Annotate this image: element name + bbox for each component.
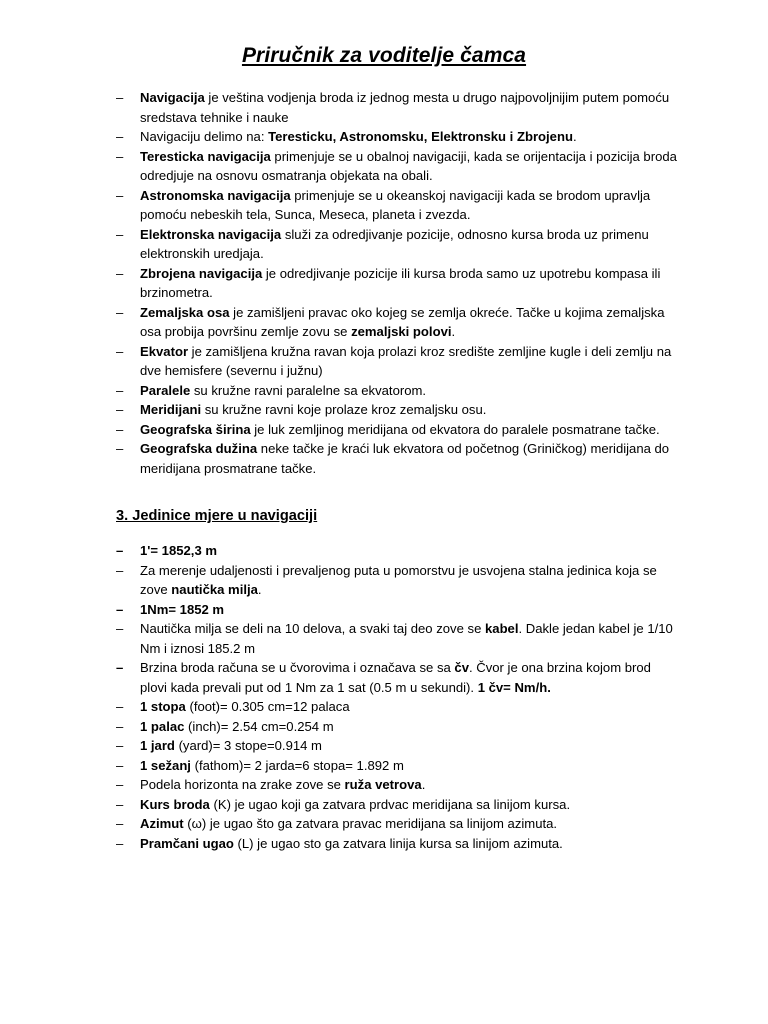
dash-bullet: – [116,382,124,398]
list-item [116,381,680,401]
dash-bullet: – [116,718,124,734]
bold-term: Teresticku, Astronomsku, Elektronsku i Zbrojenu [268,129,573,144]
list-item [116,400,680,420]
list-item [116,756,680,776]
dash-bullet: – [116,796,124,812]
dash-bullet: – [116,601,124,617]
list-item [116,814,680,834]
bold-term: 1 sežanj [140,757,191,773]
list-item [116,420,680,440]
bold-term: 1Nm= 1852 m [140,601,225,617]
bold-term: Elektronska navigacija [140,226,282,242]
list-item [116,439,680,478]
item-text: Nautička milja se deli na 10 delova, a svaki taj deo zove se [140,621,485,636]
bold-term: Teresticka navigacija [140,148,271,164]
item-text: primenjuje se u okeanskoj navigaciji kada se brodom upravlja pomoću nebeskih tela, Sunca, Meseca, planeta i zvezda. [140,187,651,222]
bold-term: zemaljski polovi [351,324,452,339]
list-item [116,225,680,264]
list-item [116,775,680,795]
dash-bullet: – [116,562,124,578]
item-text: (inch)= 2.54 cm=0.254 m [184,718,334,734]
bold-term: Astronomska navigacija [140,187,291,203]
item-text: Za merenje udaljenosti i prevaljenog puta u pomorstvu je usvojena stalna jedinica koja se zove [140,562,657,597]
bold-term: Ekvator [140,343,189,359]
item-text: (yard)= 3 stope=0.914 m [174,738,322,753]
list-item [116,619,680,658]
dash-bullet: – [116,148,124,164]
dash-bullet: – [116,265,124,281]
bold-term: Meridijani [140,402,202,417]
bold-term: Geografska dužina [140,441,258,456]
dash-bullet: – [116,129,124,144]
item-text: . [451,324,456,339]
list-item [116,342,680,381]
dash-bullet: – [116,90,124,105]
bold-term: 1 stopa [140,699,186,714]
list-item [116,186,680,225]
item-text: . [257,582,262,597]
dash-bullet: – [116,699,124,714]
bold-term: Paralele [140,382,191,398]
dash-bullet: – [116,660,124,675]
list-item [116,147,680,186]
bold-term: kabel [485,621,519,636]
dash-bullet: – [116,421,124,437]
item-text: primenjuje se u obalnoj navigaciji, kada se orijentacija i pozicija broda odredjuje na osnovu osmatranja objekata na obali. [140,148,677,183]
item-text: . Dakle jedan kabel je 1/10 Nm i iznosi 185.2 m [140,621,673,656]
list-item [116,834,680,854]
item-text: (foot)= 0.305 cm=12 palaca [185,699,350,714]
definitions-list [116,88,680,478]
item-text: je zamišljena kružna ravan koja prolazi kroz središte zemljine kugle i deli zemlju na dve hemisfere (severnu i južnu) [140,343,672,378]
bold-term: Zbrojena navigacija [140,265,263,281]
units-list [116,541,680,853]
dash-bullet: – [116,816,124,831]
item-text: su kružne ravni paralelne sa ekvatorom. [190,382,427,398]
item-text: služi za odredjivanje pozicije, odnosno kursa broda uz primenu elektronskih uredjaja. [140,226,649,261]
item-text: je veština vodjenja broda iz jednog mesta u drugo najpovoljnijim putem pomoću sredstava tehnike i nauke [140,90,670,125]
bold-term: 1 palac [140,718,185,734]
item-text: . [572,129,577,144]
dash-bullet: – [116,304,124,320]
list-item [116,697,680,717]
bold-term: nautička milja [171,582,258,597]
list-item [116,717,680,737]
section-heading: 3. Jedinice mjere u navigaciji [116,508,318,524]
dash-bullet: – [116,621,124,636]
dash-bullet: – [116,402,124,417]
list-item [116,541,680,561]
bold-term: Azimut [140,816,184,831]
list-item [116,561,680,600]
item-text: je luk zemljinog meridijana od ekvatora do paralele posmatrane tačke. [250,421,660,437]
dash-bullet: – [116,777,124,792]
bold-term: čv [454,660,469,675]
dash-bullet: – [116,738,124,753]
bold-term: Kurs broda [140,796,210,812]
item-text: su kružne ravni koje prolaze kroz zemaljsku osu. [201,402,487,417]
item-text: (ω) je ugao što ga zatvara pravac meridijana sa linijom azimuta. [183,816,558,831]
list-item [116,303,680,342]
bold-term: ruža vetrova [344,777,422,792]
list-item [116,127,680,147]
item-text: je odredjivanje pozicije ili kursa broda samo uz upotrebu kompasa ili brzinometra. [140,265,661,300]
list-item [116,795,680,815]
item-text: Brzina broda računa se u čvorovima i označava se sa [140,660,455,675]
item-text: (fathom)= 2 jarda=6 stopa= 1.892 m [190,757,404,773]
item-text: . Čvor je ona brzina kojom brod plovi kada prevali put od 1 Nm za 1 sat (0.5 m u sekundi). [140,660,651,695]
bold-term: 1'= 1852,3 m [140,543,218,558]
bold-term: Navigacija [140,90,205,105]
bold-term: Zemaljska osa [140,304,230,320]
list-item [116,736,680,756]
bold-term: Geografska širina [140,421,251,437]
item-text: (K) je ugao koji ga zatvara prdvac meridijana sa linijom kursa. [209,796,571,812]
list-item [116,264,680,303]
item-text: . [421,777,426,792]
item-text: (L) je ugao sto ga zatvara linija kursa sa linijom azimuta. [233,835,563,851]
dash-bullet: – [116,187,124,203]
list-item [116,600,680,620]
list-item [116,658,680,697]
dash-bullet: – [116,757,124,773]
list-item [116,88,680,127]
item-text: Navigaciju delimo na: [140,129,269,144]
dash-bullet: – [116,226,124,242]
dash-bullet: – [116,835,124,851]
item-text: neke tačke je kraći luk ekvatora od početnog (Griničkog) meridijana do meridijana prosmatrane tačke. [140,441,670,476]
bold-term: Pramčani ugao [140,835,234,851]
bold-term: 1 jard [140,738,175,753]
item-text: Podela horizonta na zrake zove se [140,777,345,792]
dash-bullet: – [116,441,124,456]
dash-bullet: – [116,343,124,359]
bold-term: 1 čv= Nm/h. [477,679,551,695]
page-title: Priručnik za voditelje čamca [241,44,527,67]
item-text: je zamišljeni pravac oko kojeg se zemlja okreće. Tačke u kojima zemaljska osa probija površinu zemlje zovu se [140,304,665,339]
dash-bullet: – [116,543,124,558]
